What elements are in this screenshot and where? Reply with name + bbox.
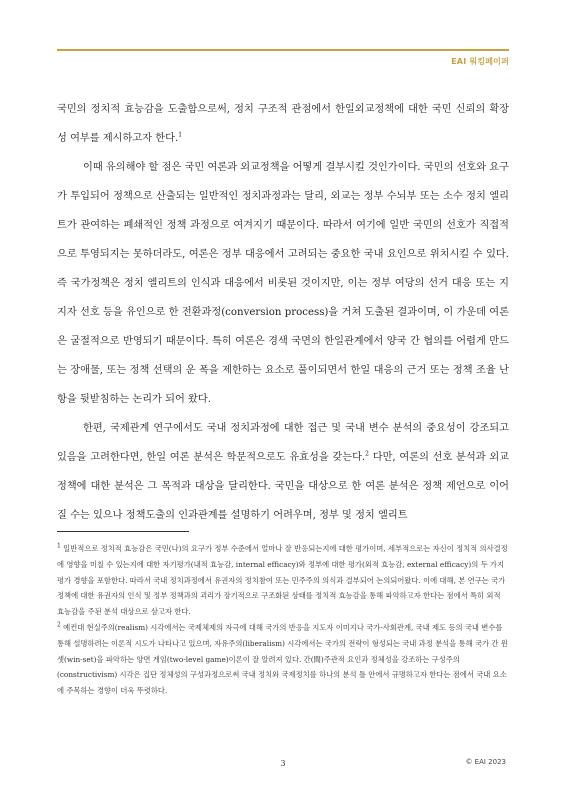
paragraph-3-text-a: 한편, 국제관계 연구에서도 국내 정치과정에 대한 접근 및 국내 변수 분석의 중요성이 강조되고 있음을 고려한다면, 한일 여론 분석은 학문적으로도 유효성을 갖는다. [57, 423, 509, 463]
header-rule [57, 49, 509, 51]
footnote-2 [57, 620, 509, 699]
footnote-ref-1[interactable]: 1 [178, 131, 183, 139]
footnote-rule [57, 531, 189, 532]
copyright-notice: © EAI 2023 [465, 758, 506, 766]
footnotes [57, 541, 509, 699]
paragraph-3-text-b: 다만, 여론의 선호 분석과 외교정책에 대한 분석은 그 목적과 대상을 달리한다. 국민을 대상으로 한 여론 분석은 정책 제언으로 이어질 수는 있으나 정책도출의 인과관계를 설명하기 어려우며, 정부 및 정치 엘리트 [57, 452, 509, 521]
footnote-ref-2[interactable]: 2 [365, 450, 369, 458]
footnote-2-number: 2 [57, 621, 61, 629]
footnote-1 [57, 541, 509, 620]
paragraph-1-text: 국민의 정치적 효능감을 도출함으로써, 정치 구조적 관점에서 한일외교정책에 대한 국민 신뢰의 확장성 여부를 제시하고자 한다. [57, 104, 509, 144]
paragraph-1 [57, 95, 509, 153]
paragraph-3 [57, 414, 509, 530]
paragraph-2: 이때 유의해야 할 점은 국민 여론과 외교정책을 어떻게 결부시킬 것인가이다. 국민의 선호와 요구가 투입되어 정책으로 산출되는 일반적인 정치과정과는 달리, 외교는 정부 수뇌부 또는 소수 정치 엘리트가 관여하는 폐쇄적인 정책 과정으로 여겨지기 때문이다. 따라서 여기에 일반 국민의 선호가 직접적으로 투영되지는 못하더라도, 여론은 정부 대응에서 고려되는 중요한 국내 요인으로 위치시킬 수 있다. 즉 국가정책은 정치 엘리트의 인식과 대응에서 비롯된 것이지만, 이는 정부 여당의 선거 대응 또는 지지자 선호 등을 유인으로 한 전환과정(conversion process)을 거쳐 도출된 결과이며, 이 가운데 여론은 굴절적으로 반영되기 때문이다. 특히 여론은 경색 국면의 한일관계에서 양국 간 협의를 어렵게 만드는 장애물, 또는 정책 선택의 운 폭을 제한하는 요소로 풀이되면서 한일 대응의 근거 또는 정책 조율 난항을 뒷받침하는 논리가 되어 왔다. [57, 162, 509, 405]
footnote-1-number: 1 [57, 542, 61, 550]
main-body [57, 95, 509, 530]
header-label: EAI 워킹페이퍼 [451, 57, 509, 66]
footnote-2-text: 예컨대 현실주의(realism) 시각에서는 국제체제의 자극에 대해 국가의 반응을 지도자 이미지나 국가-사회관계, 국내 제도 등의 국내 변수를 통해 설명하려는 이론적 시도가 나타나고 있으며, 자유주의(liberalism) 시각에서는 국가의 전략이 형성되는 국내 과정 분석을 통해 국가 간 윈셋(win-set)을 파악하는 양면 게임(two-level game)이론이 잘 알려져 있다. 간(間)주관적 요인과 정체성을 강조하는 구성주의(constructivism) 시각은 집단 정체성의 구성과정으로써 국내 정치와 국제정치를 하나의 분석 틀 안에서 규명하고자 한다는 점에서 국내 요소에 주목하는 경향이 더욱 뚜렷하다. [57, 622, 508, 696]
footnote-1-text: 일반적으로 정치적 효능감은 국민(나)의 요구가 정부 수준에서 얼마나 잘 반응되는지에 대한 평가이며, 세부적으로는 자신이 정치적 의사결정에 영향을 미칠 수 있는지에 대한 자기평가(내적 효능감, internal efficacy)와 정부에 대한 평가(외적 효능감, external efficacy)의 두 가지 평가 경향을 포함한다. 따라서 국내 정치과정에서 유권자의 정치참여 또는 민주주의 의식과 결부되어 논의되어왔다. 이에 대해, 본 연구는 국가정책에 대한 유권자의 인식 및 정부 정책과의 괴리가 장기적으로 구조화된 상태를 정치적 효능감을 통해 파악하고자 한다는 점에서 특히 외적 효능감을 주된 분석 대상으로 삼고자 한다. [57, 544, 508, 617]
page-number: 3 [280, 759, 286, 768]
